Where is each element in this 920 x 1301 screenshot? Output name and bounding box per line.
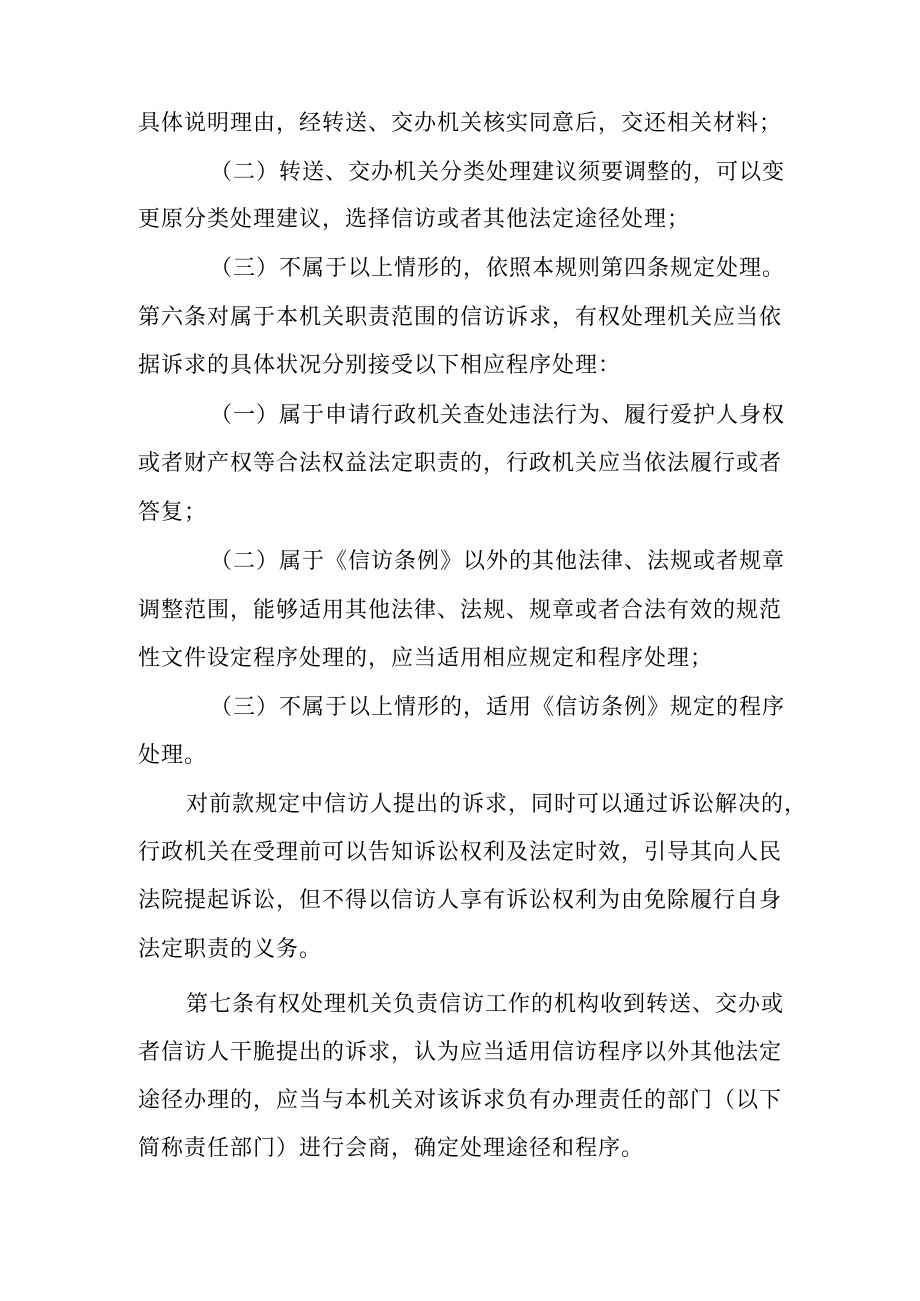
text-line: 第七条有权处理机关负责信访工作的机构收到转送、交办或 [186, 992, 785, 1017]
text-line: 法定职责的义务。 [138, 937, 323, 962]
text-line: （二）转送、交办机关分类处理建议须要调整的，可以变 [210, 160, 786, 185]
text-line: （三）不属于以上情形的，依照本规则第四条规定处理。 [210, 256, 786, 281]
text-line: 据诉求的具体状况分别接受以下相应程序处理： [138, 353, 622, 378]
text-line: （一）属于申请行政机关查处违法行为、履行爱护人身权 [210, 403, 786, 428]
text-line: （三）不属于以上情形的，适用《信访条例》规定的程序 [210, 695, 786, 720]
text-line: 处理。 [138, 743, 208, 768]
text-line: 或者财产权等合法权益法定职责的，行政机关应当依法履行或者 [138, 451, 783, 476]
text-line: 具体说明理由，经转送、交办机关核实同意后，交还相关材料； [138, 111, 783, 136]
text-line: 简称责任部门）进行会商，确定处理途径和程序。 [138, 1136, 645, 1161]
text-line: 性文件设定程序处理的，应当适用相应规定和程序处理； [138, 646, 714, 671]
text-line: 调整范围，能够适用其他法律、法规、规章或者合法有效的规范 [138, 598, 783, 623]
text-line: 途径办理的，应当与本机关对该诉求负有办理责任的部门（以下 [138, 1088, 783, 1113]
text-line: 法院提起诉讼，但不得以信访人享有诉讼权利为由免除履行自身 [138, 888, 783, 913]
text-line: 答复； [138, 500, 208, 525]
text-line: 第六条对属于本机关职责范围的信访诉求，有权处理机关应当依 [138, 305, 783, 330]
text-line: 更原分类处理建议，选择信访或者其他法定途径处理； [138, 207, 691, 232]
text-line: 对前款规定中信访人提出的诉求，同时可以通过诉讼解决的， [186, 792, 808, 817]
text-line: 行政机关在受理前可以告知诉讼权利及法定时效，引导其向人民 [138, 840, 783, 865]
text-line: 者信访人干脆提出的诉求，认为应当适用信访程序以外其他法定 [138, 1040, 783, 1065]
text-line: （二）属于《信访条例》以外的其他法律、法规或者规章 [210, 549, 786, 574]
